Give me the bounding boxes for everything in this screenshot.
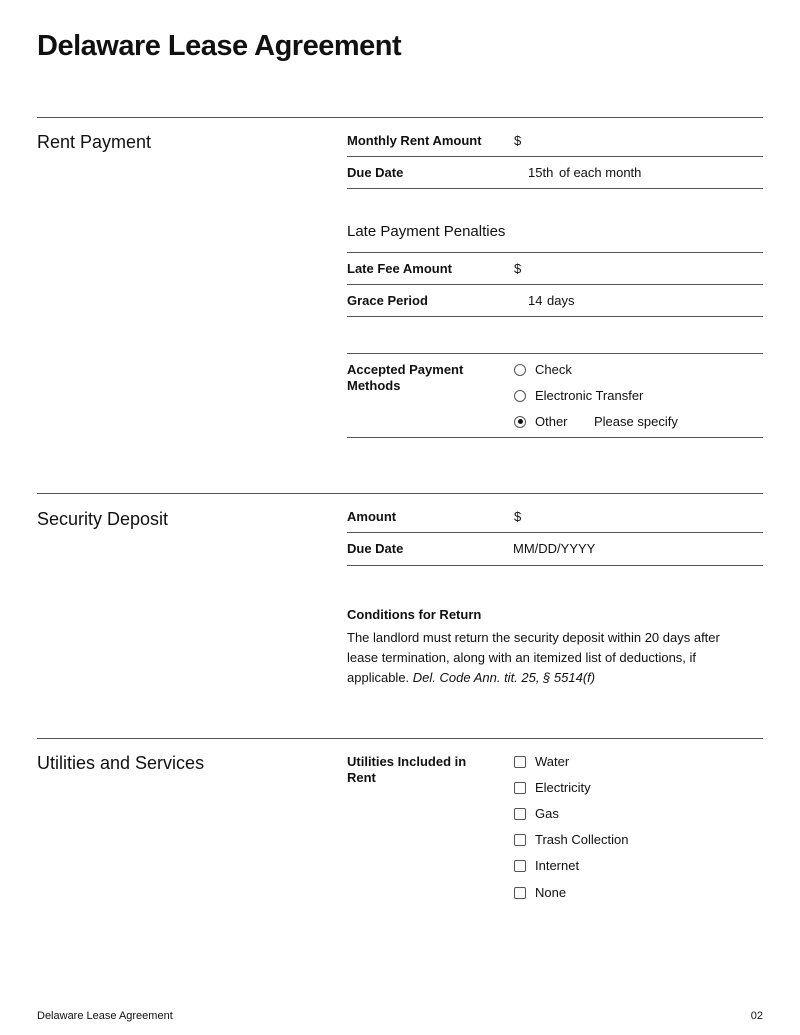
checkbox-icon[interactable]	[514, 808, 526, 820]
due-date-label: Due Date	[347, 165, 404, 180]
payment-methods-label: Accepted Payment Methods	[347, 362, 464, 393]
due-date-suffix: of each month	[559, 165, 642, 180]
payment-method-label: Check	[535, 362, 572, 377]
checkbox-icon[interactable]	[514, 834, 526, 846]
checkbox-icon[interactable]	[514, 756, 526, 768]
radio-selected-icon[interactable]	[514, 416, 526, 428]
row-divider	[347, 284, 763, 285]
page-number: 02	[750, 1010, 763, 1022]
conditions-for-return-text	[347, 628, 737, 688]
utility-label: Electricity	[535, 780, 591, 795]
page-title: Delaware Lease Agreement	[37, 30, 402, 62]
row-divider	[347, 252, 763, 253]
deposit-amount-label: Amount	[347, 509, 397, 524]
row-divider	[347, 156, 763, 157]
late-fee-field[interactable]: $	[514, 261, 522, 276]
grace-period-unit: days	[547, 293, 575, 308]
section-title-security-deposit: Security Deposit	[37, 509, 169, 529]
deposit-due-date-label: Due Date	[347, 541, 404, 556]
utility-label: Internet	[535, 858, 580, 873]
due-date-day-field[interactable]: 15th	[528, 165, 554, 180]
payment-method-other[interactable]	[514, 414, 568, 429]
conditions-for-return-heading: Conditions for Return	[347, 607, 482, 622]
late-payment-penalties-heading: Late Payment Penalties	[347, 223, 506, 240]
checkbox-icon[interactable]	[514, 887, 526, 899]
monthly-rent-label: Monthly Rent Amount	[347, 133, 482, 148]
utilities-included-label: Utilities Included in Rent	[347, 754, 467, 785]
payment-method-electronic-transfer[interactable]	[514, 388, 643, 403]
payment-method-check[interactable]	[514, 362, 572, 377]
radio-icon[interactable]	[514, 364, 526, 376]
row-divider	[347, 188, 763, 189]
section-divider	[37, 738, 763, 739]
legal-citation: Del. Code Ann. tit. 25, § 5514(f)	[412, 670, 596, 685]
radio-icon[interactable]	[514, 390, 526, 402]
utility-internet[interactable]	[514, 858, 579, 873]
payment-method-label: Other	[535, 414, 568, 429]
section-title-utilities: Utilities and Services	[37, 753, 205, 773]
late-fee-label: Late Fee Amount	[347, 261, 452, 276]
deposit-due-date-field[interactable]: MM/DD/YYYY	[513, 541, 596, 556]
utility-electricity[interactable]	[514, 780, 591, 795]
utility-label: Trash Collection	[535, 832, 629, 847]
grace-period-label: Grace Period	[347, 293, 428, 308]
utility-trash-collection[interactable]	[514, 832, 628, 847]
utility-label: Water	[535, 754, 570, 769]
section-title-rent-payment: Rent Payment	[37, 132, 152, 152]
conditions-body: The landlord must return the security deposit within 20 days after lease termination, along with an itemized list of deductions, if applicable.	[347, 630, 720, 685]
checkbox-icon[interactable]	[514, 860, 526, 872]
checkbox-icon[interactable]	[514, 782, 526, 794]
section-divider	[37, 493, 763, 494]
utility-label: Gas	[535, 806, 559, 821]
row-divider	[347, 532, 763, 533]
section-divider	[37, 117, 763, 118]
utility-label: None	[535, 885, 567, 900]
deposit-amount-field[interactable]: $	[514, 509, 522, 524]
footer-doc-name: Delaware Lease Agreement	[37, 1010, 173, 1022]
other-specify-field[interactable]: Please specify	[594, 414, 678, 429]
monthly-rent-field[interactable]: $	[514, 133, 522, 148]
utility-gas[interactable]	[514, 806, 559, 821]
row-divider	[347, 353, 763, 354]
row-divider	[347, 565, 763, 566]
utility-water[interactable]	[514, 754, 569, 769]
utility-none[interactable]	[514, 885, 566, 900]
grace-period-field[interactable]: 14	[528, 293, 543, 308]
row-divider	[347, 316, 763, 317]
row-divider	[347, 437, 763, 438]
payment-method-label: Electronic Transfer	[535, 388, 644, 403]
